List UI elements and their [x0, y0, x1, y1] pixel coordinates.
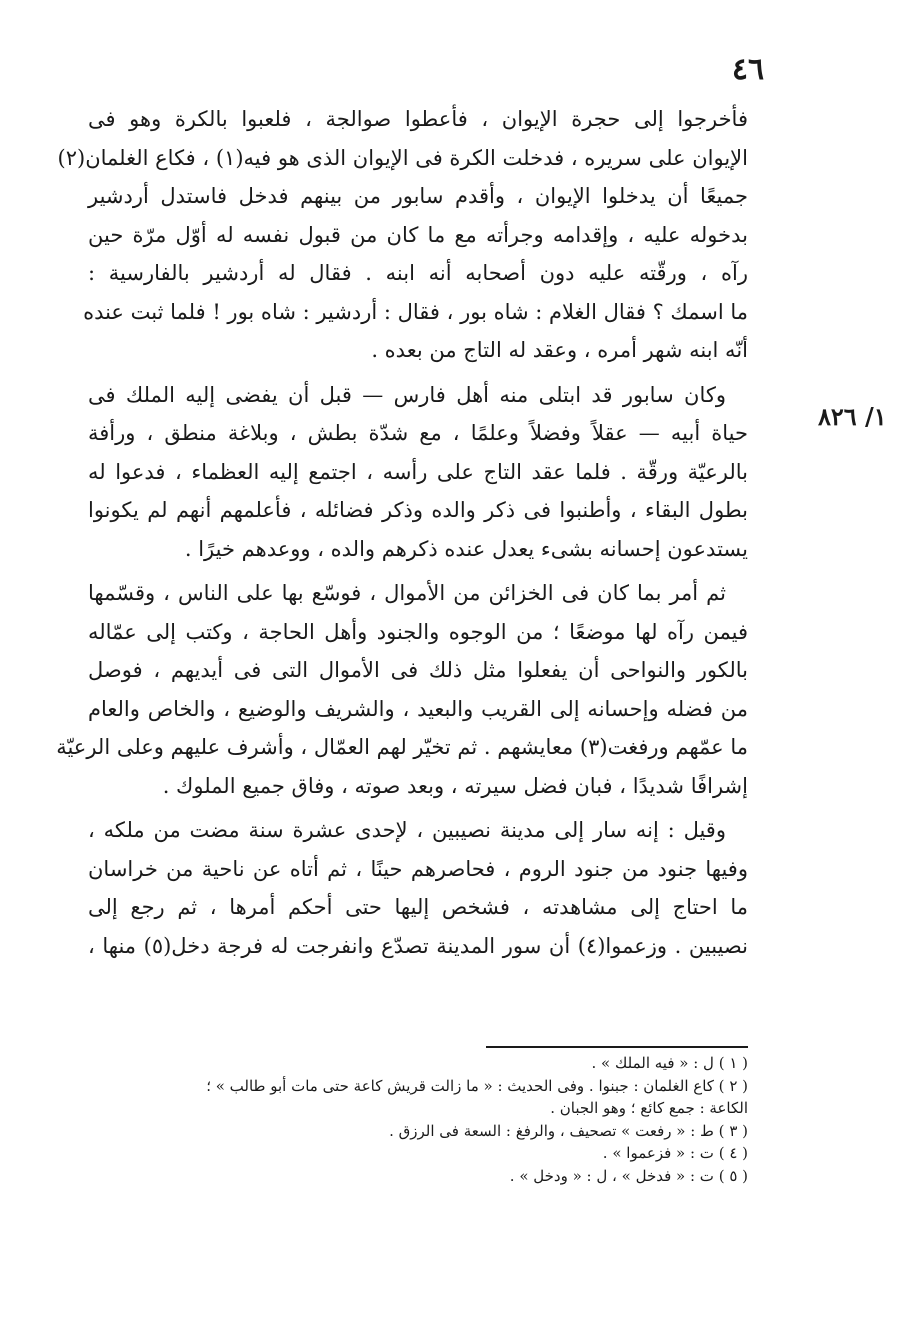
text-line: وقيل : إنه سار إلى مدينة نصيبين ، لإحدى عشرة سنة مضت من ملكه ، — [88, 818, 726, 842]
footnote-2-continued: الكاعة : جمع كائع ؛ وهو الجبان . — [550, 1099, 748, 1117]
text-line: وفيها جنود من جنود الروم ، فحاصرهم حينًا ، ثم أتاه عن ناحية من خراسان — [88, 856, 748, 881]
text-line: بالرعيّة ورقّة . فلما عقد التاج على رأسه ، اجتمع إليه العظماء ، فدعوا له — [88, 459, 748, 484]
footnote-2: ( ٢ ) كاع الغلمان : جبنوا . وفى الحديث : « ما زالت قريش كاعة حتى مات أبو طالب » ؛ — [206, 1076, 748, 1095]
main-text — [56, 100, 748, 965]
text-line: فيمن رآه لها موضعًا ؛ من الوجوه والجنود وأهل الحاجة ، وكتب إلى عمّاله — [88, 619, 748, 644]
text-line: من فضله وإحسانه إلى القريب والبعيد ، والشريف والوضيع ، والخاص والعام — [88, 696, 748, 721]
text-line: حياة أبيه — عقلاً وفضلاً وعلمًا ، مع شدّة بطش ، وبلاغة منطق ، ورأفة — [88, 421, 748, 445]
text-line: ثم أمر بما كان فى الخزائن من الأموال ، فوسّع بها على الناس ، وقسّمها — [88, 581, 726, 605]
paragraph-2 — [88, 376, 748, 569]
page-number: ٤٦ — [731, 52, 765, 87]
text-line: ما عمّهم ورفغت(٣) معايشهم . ثم تخيّر لهم العمّال ، وأشرف عليهم وعلى الرعيّة — [56, 735, 748, 759]
paragraph-1 — [57, 100, 748, 370]
text-line: بالكور والنواحى أن يفعلوا مثل ذلك فى الأموال التى فى أيديهم ، فوصل — [88, 658, 748, 682]
text-line: الإيوان على سريره ، فدخلت الكرة فى الإيوان الذى هو فيه(١) ، فكاع الغلمان(٢) — [57, 145, 748, 170]
text-line: يستدعون إحسانه بشىء يعدل عنده ذكرهم والده ، ووعدهم خيرًا . — [184, 536, 748, 561]
footnote-5: ( ٥ ) ت : « فدخل » ، ل : « ودخل » . — [509, 1166, 748, 1185]
paragraph-4 — [88, 811, 748, 965]
text-line: رآه ، ورقّته عليه دون أصحابه أنه ابنه . فقال له أردشير بالفارسية : — [88, 261, 748, 285]
text-line: فأخرجوا إلى حجرة الإيوان ، فأعطوا صوالجة ، فلعبوا بالكرة وهو فى — [88, 107, 748, 131]
text-line: ما احتاج إلى مشاهدته ، فشخص إليها حتى أحكم أمرها ، ثم رجع إلى — [88, 895, 748, 919]
footnotes — [206, 1052, 748, 1187]
paragraph-3 — [56, 574, 748, 805]
text-line: بدخوله عليه ، وإقدامه وجرأته مع ما كان من قبول نفسه له أوّل مرّة حين — [88, 222, 748, 247]
footnote-3: ( ٣ ) ط : « رفعت » تصحيف ، والرفغ : السعة فى الرزق . — [389, 1121, 748, 1140]
text-line: بطول البقاء ، وأطنبوا فى ذكر والده وذكر فضائله ، فأعلمهم أنهم لم يكونوا — [88, 498, 748, 522]
footnote-divider — [486, 1046, 748, 1048]
text-line: نصيبين . وزعموا(٤) أن سور المدينة تصدّع وانفرجت له فرجة دخل(٥) منها ، — [88, 933, 748, 958]
text-line: ما اسمك ؟ فقال الغلام : شاه بور ، فقال : أردشير : شاه بور ! فلما ثبت عنده — [83, 299, 748, 324]
text-line: إشرافًا شديدًا ، فبان فضل سيرته ، وبعد صوته ، وفاق جميع الملوك . — [162, 773, 748, 798]
text-line: وكان سابور قد ابتلى منه أهل فارس — قبل أن يفضى إليه الملك فى — [88, 382, 726, 407]
text-line: أنّه ابنه شهر أمره ، وعقد له التاج من بعده . — [371, 338, 748, 362]
footnote-4: ( ٤ ) ت : « فزعموا » . — [602, 1144, 748, 1162]
margin-page-reference: ١/ ٨٢٦ — [818, 402, 887, 431]
footnote-1: ( ١ ) ل : « فيه الملك » . — [591, 1054, 748, 1072]
text-line: جميعًا أن يدخلوا الإيوان ، وأقدم سابور من بينهم فدخل فاستدل أردشير — [88, 184, 748, 208]
